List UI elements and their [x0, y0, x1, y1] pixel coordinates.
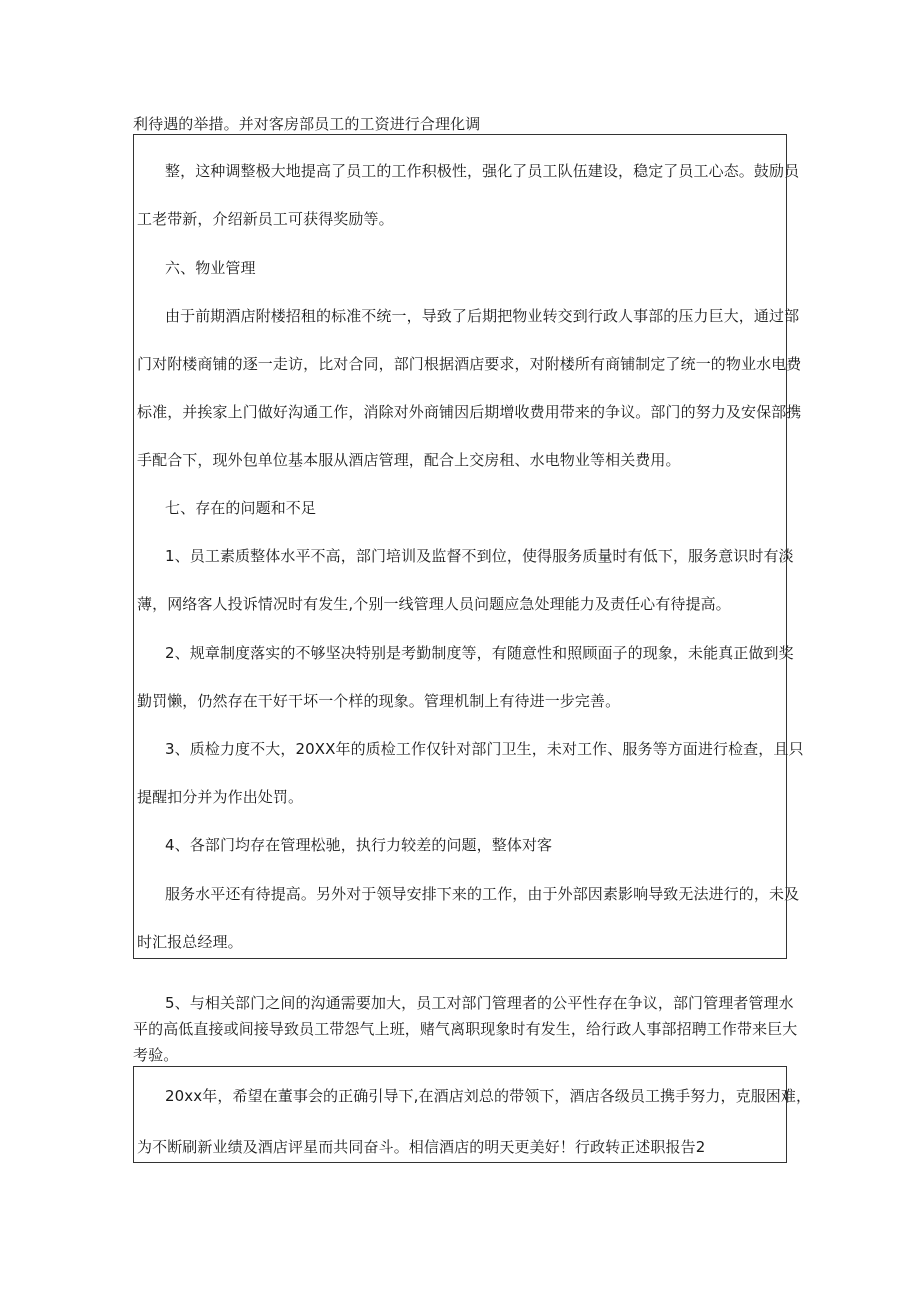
text-line: 门对附楼商铺的逐一走访，比对合同，部门根据酒店要求，对附楼所有商铺制定了统一的物业水电费	[137, 355, 802, 373]
text-line: 平的高低直接或间接导致员工带怨气上班，赌气离职现象时有发生，给行政人事部招聘工作带来巨大	[133, 1020, 798, 1038]
text-line: 手配合下，现外包单位基本服从酒店管理，配合上交房租、水电物业等相关费用。	[137, 451, 681, 469]
text-line: 工老带新，介绍新员工可获得奖励等。	[137, 210, 394, 228]
text-line: 标准，并挨家上门做好沟通工作，消除对外商铺因后期增收费用带来的争议。部门的努力及安保部携	[137, 403, 802, 421]
section-heading: 六、物业管理	[165, 259, 256, 277]
text-line: 由于前期酒店附楼招租的标准不统一，导致了后期把物业转交到行政人事部的压力巨大，通过部	[165, 307, 800, 325]
text-line: 5、与相关部门之间的沟通需要加大，员工对部门管理者的公平性存在争议，部门管理者管理水	[165, 994, 794, 1012]
text-line: 利待遇的举措。并对客房部员工的工资进行合理化调	[133, 115, 481, 133]
section-heading: 七、存在的问题和不足	[165, 499, 317, 517]
text-line: 20xx年，希望在董事会的正确引导下,在酒店刘总的带领下，酒店各级员工携手努力，克服困难，	[165, 1087, 812, 1105]
text-line: 时汇报总经理。	[137, 933, 243, 951]
text-line: 为不断刷新业绩及酒店评星而共同奋斗。相信酒店的明天更美好！行政转正述职报告2	[137, 1138, 706, 1156]
text-line: 4、各部门均存在管理松驰，执行力较差的问题，整体对客	[165, 836, 553, 854]
text-line: 勤罚懒，仍然存在干好干坏一个样的现象。管理机制上有待进一步完善。	[137, 692, 621, 710]
text-line: 整，这种调整极大地提高了员工的工作积极性，强化了员工队伍建设，稳定了员工心态。鼓励员	[165, 162, 800, 180]
text-line: 2、规章制度落实的不够坚决特别是考勤制度等，有随意性和照顾面子的现象，未能真正做到奖	[165, 644, 794, 662]
text-line: 1、员工素质整体水平不高，部门培训及监督不到位，使得服务质量时有低下，服务意识时有淡	[165, 547, 794, 565]
text-line: 提醒扣分并为作出处罚。	[137, 788, 304, 806]
text-line: 3、质检力度不大，20XX年的质检工作仅针对部门卫生，未对工作、服务等方面进行检查，且只	[165, 740, 804, 758]
text-line: 服务水平还有待提高。另外对于领导安排下来的工作，由于外部因素影响导致无法进行的，未及	[165, 885, 800, 903]
text-line: 考验。	[133, 1046, 179, 1064]
text-line: 薄，网络客人投诉情况时有发生,个别一线管理人员问题应急处理能力及责任心有待提高。	[137, 595, 731, 613]
